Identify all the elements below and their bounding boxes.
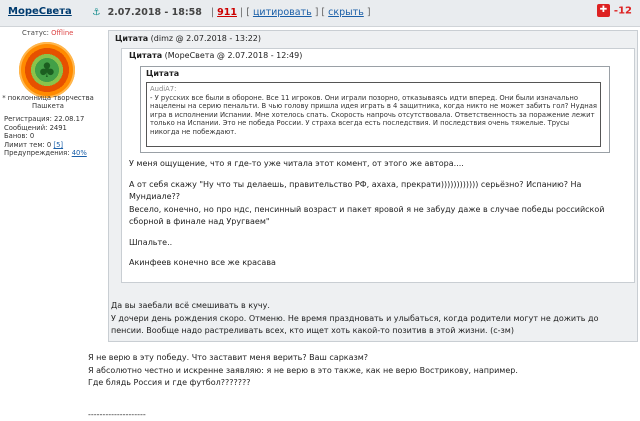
quote-header: Цитата (dimz @ 2.07.2018 - 13:22) — [115, 34, 262, 43]
anchor-icon[interactable]: ⚓ — [92, 7, 101, 18]
quote-middle-text: У меня ощущение, что я где-то уже читала этот комент, от этого же автора.... А от себя скажу "Ну что ты делаешь, правительство РФ, ахаха, прекрати)))))))))))) серьёзно? Испанию? На Мундиале?? Весело, конечно, но про ндс, пенсинный возраст и пакет яровой я не забуду даже в случае победы российской сборной в финале над Уругваем" Шпальте.. Акинфеев конечно все же красава — [129, 159, 605, 267]
quote-header: Цитата (МореСвета @ 2.07.2018 - 12:49) — [129, 51, 303, 60]
quote-block-inner — [140, 66, 610, 153]
clover-icon: ♣ — [38, 58, 56, 82]
post-meta: ⚓ 2.07.2018 - 18:58 | 911 | [ цитировать ] [ скрыть ] — [92, 7, 371, 18]
quote-outer-text: Да вы заебали всё смешивать в кучу. У дочери день рождения скоро. Отменю. Не время праздновать и улыбаться, когда родители могут не дожить до пенсии. Вообще надо растреливать всех, кто ищет хоть какой-то позитив в этой жизни. (с-зм) — [111, 301, 599, 335]
quote-block-outer — [108, 30, 638, 342]
rating-icon[interactable]: ✚ — [597, 4, 610, 17]
warnings-link[interactable]: 40% — [71, 149, 87, 157]
quote-block-middle — [121, 48, 635, 283]
signature-divider: -------------------- — [88, 410, 146, 419]
user-title: * поклонница творчества Пашкета — [2, 94, 94, 110]
warnings: Предупреждения: 40% — [4, 149, 87, 157]
topic-limit-link[interactable]: [5] — [53, 140, 64, 149]
post-number-link[interactable]: 911 — [217, 7, 237, 18]
status-line: Статус: Offline — [22, 29, 74, 37]
quote-header: Цитата — [146, 69, 180, 78]
quote-button[interactable]: цитировать — [252, 7, 312, 18]
user-stats — [4, 115, 87, 158]
hide-button[interactable]: скрыть — [328, 7, 364, 18]
quoted-nick: AudiA7: — [150, 85, 177, 93]
registration-date: Регистрация: 22.08.17 — [4, 115, 85, 123]
rating-value: -12 — [613, 5, 632, 17]
status-value: Offline — [51, 29, 74, 37]
post-header — [0, 0, 640, 27]
rating — [597, 4, 632, 17]
ban-count: Банов: 0 — [4, 132, 35, 140]
quoted-body: - У русских все были в обороне. Все 11 игроков. Они играли позорно, отказываясь идти вперед. Они были изначально нацелены на серию пенальти. В чью голову пришла идея играть в 4 защитника, когда никто не может забить гол? Нудная игра в исполнении Испании. Мне хотелось спать. Скорость напрочь отсутствовала. Ответственность за поражение лежит только на Испании. Это не победа России. У страха всегда есть последствия. И последствия очень тяжелые. Трусы никогда не побеждают. — [150, 93, 598, 136]
post-reply-text: Я не верю в эту победу. Что заставит меня верить? Ваш сарказм? Я абсолютно честно и искренне заявляю: я не верю в это также, как не верю Вострикову, например. Где блядь Россия и где футбол??????? — [88, 353, 518, 387]
message-count: Сообщений: 2491 — [4, 123, 67, 132]
quoted-text — [146, 82, 601, 147]
topic-limit: Лимит тем: 0 [5] — [4, 140, 64, 149]
post-date: 2.07.2018 - 18:58 — [107, 7, 202, 18]
post-author-link[interactable]: МореСвета — [8, 6, 72, 17]
